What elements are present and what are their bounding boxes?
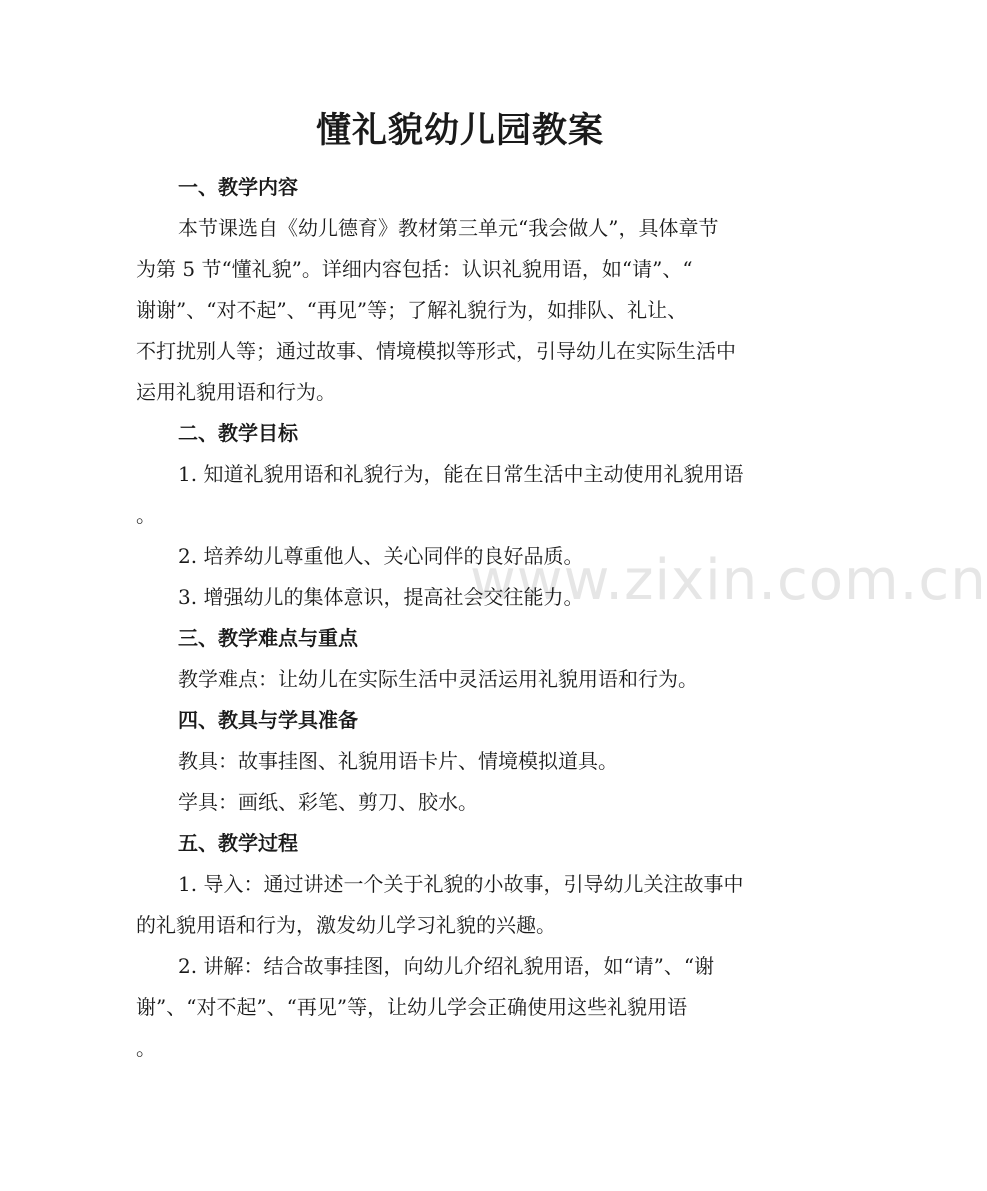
paragraph-line: 本节课选自《幼儿德育》教材第三单元“我会做人”，具体章节 xyxy=(178,216,719,240)
paragraph-line: 的礼貌用语和行为，激发幼儿学习礼貌的兴趣。 xyxy=(136,913,556,937)
paragraph-line: 学具：画纸、彩笔、剪刀、胶水。 xyxy=(178,790,478,814)
list-item: 1. 导入：通过讲述一个关于礼貌的小故事，引导幼儿关注故事中 xyxy=(178,872,744,896)
list-item: 3. 增强幼儿的集体意识，提高社会交往能力。 xyxy=(178,585,584,609)
paragraph-line: 。 xyxy=(136,1036,156,1060)
paragraph-line: 为第 5 节“懂礼貌”。详细内容包括：认识礼貌用语，如“请”、“ xyxy=(136,257,693,281)
section-heading-goals: 二、教学目标 xyxy=(178,421,298,445)
list-item: 2. 讲解：结合故事挂图，向幼儿介绍礼貌用语，如“请”、“谢 xyxy=(178,954,715,978)
section-heading-process: 五、教学过程 xyxy=(178,831,298,855)
paragraph-line: 谢”、“对不起”、“再见”等，让幼儿学会正确使用这些礼貌用语 xyxy=(136,995,688,1019)
list-item: 1. 知道礼貌用语和礼貌行为，能在日常生活中主动使用礼貌用语 xyxy=(178,462,744,486)
paragraph-line: 谢谢”、“对不起”、“再见”等；了解礼貌行为，如排队、礼让、 xyxy=(136,298,688,322)
paragraph-line: 教具：故事挂图、礼貌用语卡片、情境模拟道具。 xyxy=(178,749,618,773)
section-heading-difficulties: 三、教学难点与重点 xyxy=(178,626,358,650)
page-title: 懂礼貌幼儿园教案 xyxy=(315,110,604,151)
paragraph-line: 教学难点：让幼儿在实际生活中灵活运用礼貌用语和行为。 xyxy=(178,667,698,691)
list-item: 2. 培养幼儿尊重他人、关心同伴的良好品质。 xyxy=(178,544,584,568)
paragraph-line: 。 xyxy=(136,503,156,527)
paragraph-line: 不打扰别人等；通过故事、情境模拟等形式，引导幼儿在实际生活中 xyxy=(136,339,736,363)
watermark: www.zixin.com.cn xyxy=(470,548,987,613)
section-heading-materials: 四、教具与学具准备 xyxy=(178,708,358,732)
paragraph-line: 运用礼貌用语和行为。 xyxy=(136,380,336,404)
section-heading-content: 一、教学内容 xyxy=(178,175,298,199)
